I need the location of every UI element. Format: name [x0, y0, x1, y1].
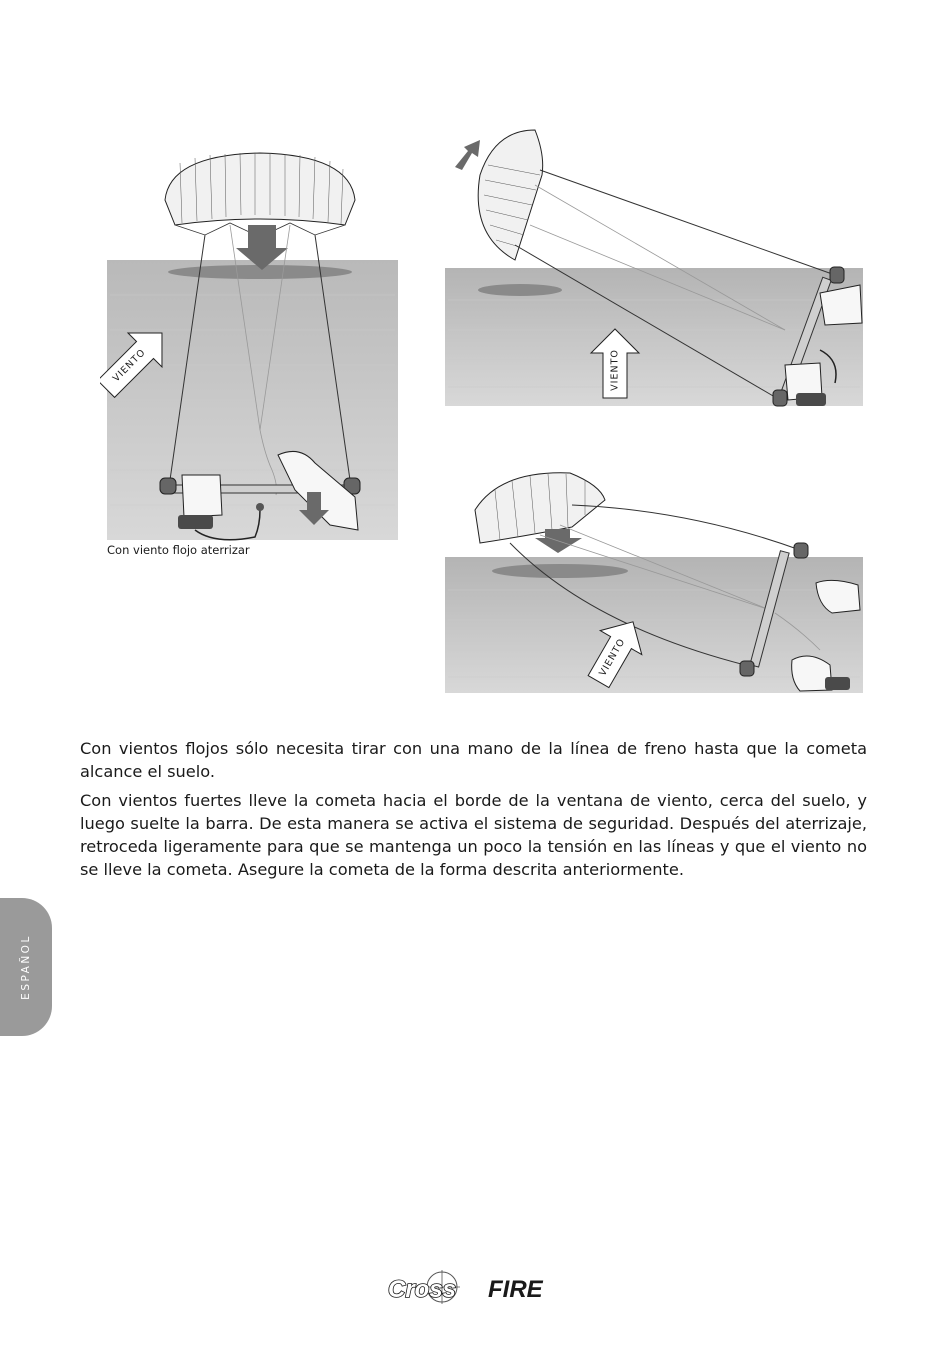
wind-label: VIENTO	[110, 346, 149, 385]
kite	[165, 153, 355, 237]
wind-label: VIENTO	[597, 636, 628, 679]
kite-shadow	[492, 564, 628, 578]
figure-edge-of-window	[440, 125, 870, 410]
kite	[478, 130, 543, 260]
up-left-arrow-icon	[455, 140, 480, 170]
figure-light-wind-landing	[100, 145, 410, 545]
paragraph-strong-wind: Con vientos fuertes lleve la cometa hacia el borde de la ventana de viento, cerca del suelo, y luego suelte la barra. De esta manera se activa el sistema de seguridad. Después del aterrizaje, retroceda ligeramente para que se mantenga un poco la tensión en las líneas y que el viento no se lleve la cometa. Asegure la cometa de la forma descrita anteriormente.	[80, 791, 867, 879]
kite	[475, 473, 605, 543]
body-text	[80, 737, 867, 887]
crossfire-logo	[384, 1270, 572, 1304]
kite-shadow	[478, 284, 562, 296]
figure-caption: Con viento flojo aterrizar	[107, 543, 250, 557]
language-tab	[0, 898, 52, 1036]
figure-safety-release	[440, 465, 870, 697]
paragraph-light-wind: Con vientos flojos sólo necesita tirar con una mano de la línea de freno hasta que la cometa alcance el suelo.	[80, 739, 867, 781]
left-hand	[182, 475, 222, 517]
language-label: ESPAÑOL	[20, 934, 32, 1000]
logo-text-fire: FIRE	[488, 1276, 543, 1303]
logo-text-cross: Cross	[388, 1276, 457, 1303]
wind-label: VIENTO	[609, 349, 621, 391]
